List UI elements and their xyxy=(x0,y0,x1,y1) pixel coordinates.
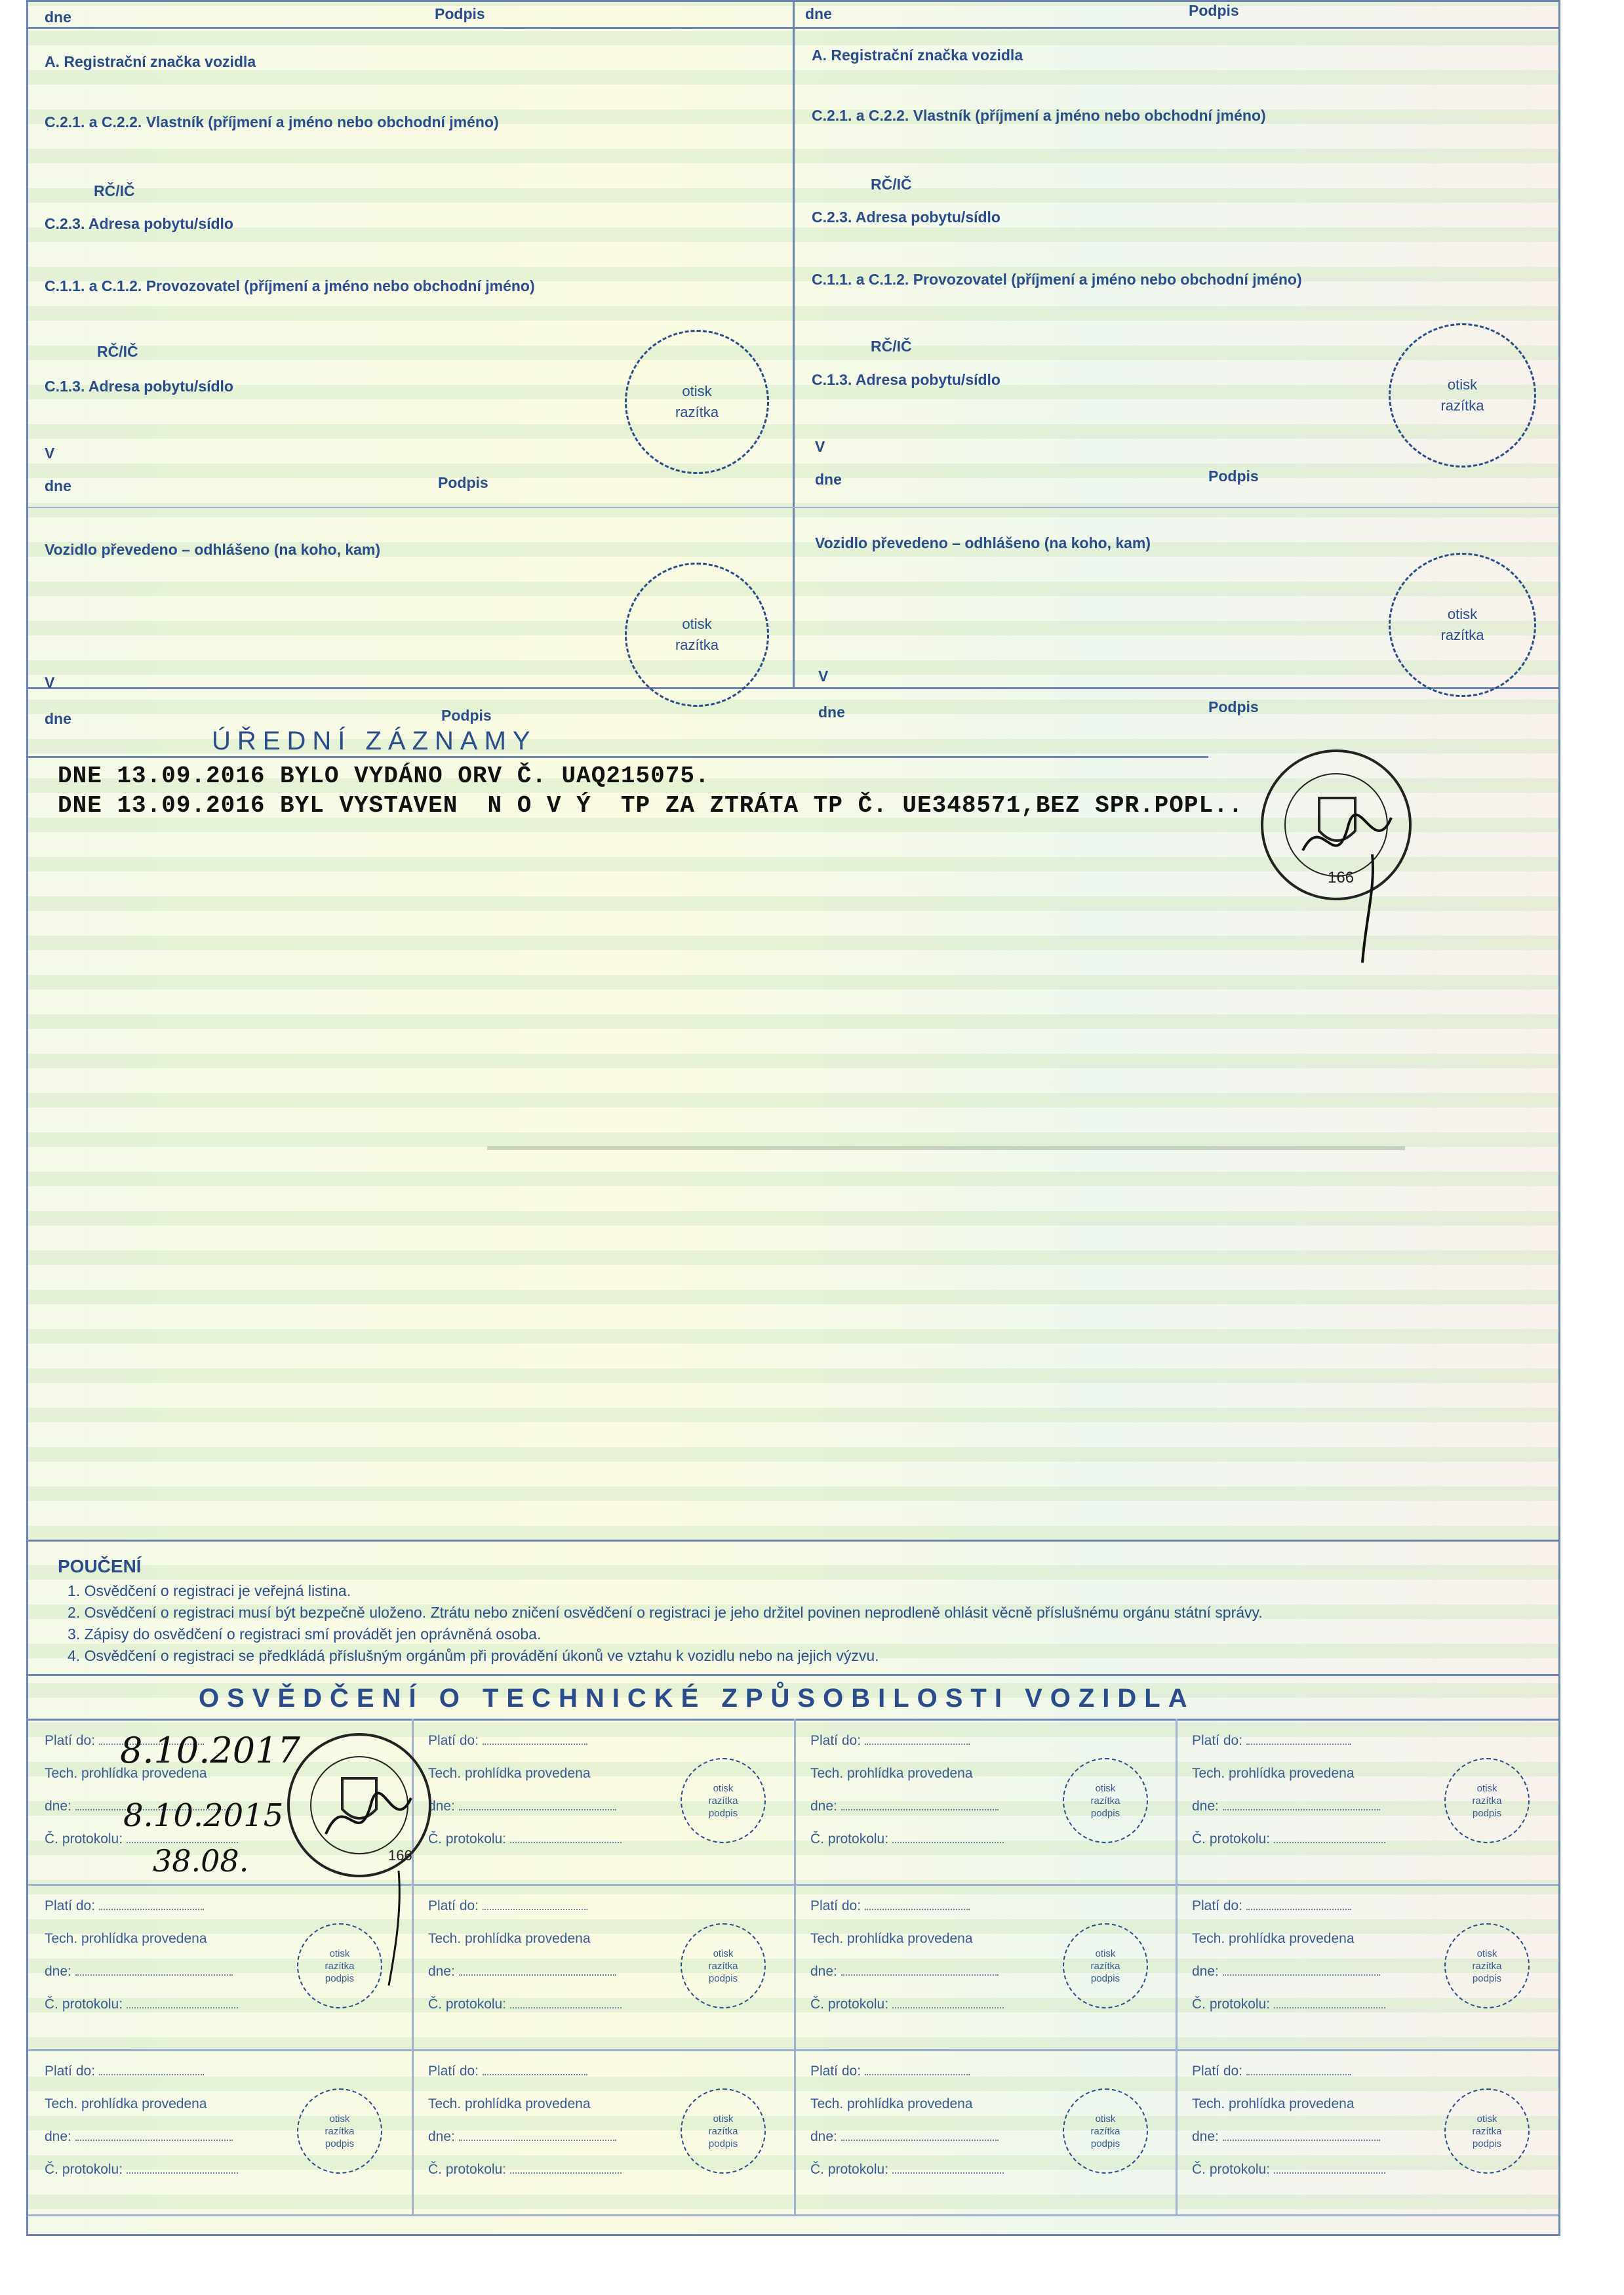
label-protocol-number-text: Č. protokolu: xyxy=(1192,1997,1271,2012)
stamp-text-otisk: otisk xyxy=(682,383,712,399)
label-operator: C.1.1. a C.1.2. Provozovatel (příjmení a jméno nebo obchodní jméno) xyxy=(45,277,535,294)
stk-stamp-text: razítka xyxy=(708,1795,738,1806)
seal-number: 166 xyxy=(1328,869,1355,887)
stk-stamp-text: otisk xyxy=(329,2113,350,2125)
label-valid-until-text: Platí do: xyxy=(428,1733,479,1748)
stk-stamp-text: otisk xyxy=(1095,2113,1116,2125)
blocks-bottom-divider xyxy=(28,687,1558,689)
stamp-placeholder-transfer xyxy=(1389,553,1536,697)
label-inspection-date xyxy=(810,1799,999,1814)
label-inspection-done xyxy=(428,1931,591,1947)
fill-line xyxy=(1223,2140,1380,2141)
label-valid-until-text: Platí do: xyxy=(810,1898,862,1913)
top-right-dne: dne xyxy=(805,5,832,22)
label-protocol-number-text: Č. protokolu: xyxy=(45,1831,123,1846)
label-protocol-number xyxy=(45,2162,238,2178)
stk-stamp-text: otisk xyxy=(1476,2113,1497,2125)
stk-cell xyxy=(28,1884,410,2048)
stk-stamp-text: razítka xyxy=(325,1960,355,1972)
label-podpis: Podpis xyxy=(438,474,488,491)
label-dne: dne xyxy=(815,471,842,488)
stk-stamp-text: otisk xyxy=(1095,1782,1116,1794)
label-valid-until xyxy=(428,2064,587,2079)
official-record-2: DNE 13.09.2016 BYL VYSTAVEN N O V Ý TP ZA ZTRÁTA TP Č. UE348571,BEZ SPR.POPL.. xyxy=(58,792,1244,819)
fill-line xyxy=(841,1974,999,1976)
label-inspection-done xyxy=(45,1931,207,1947)
label-inspection-date xyxy=(810,2129,999,2145)
label-transfer: Vozidlo převedeno – odhlášeno (na koho, kam) xyxy=(45,541,381,558)
label-inspection-done xyxy=(1192,1766,1355,1782)
fill-line xyxy=(127,2172,238,2174)
stk-cell xyxy=(412,2049,794,2213)
fill-line xyxy=(892,2007,1004,2008)
stk-stamp-placeholder xyxy=(1444,1758,1530,1843)
stk-stamp-placeholder xyxy=(1063,1758,1148,1843)
label-valid-until xyxy=(428,1733,587,1749)
label-protocol-number-text: Č. protokolu: xyxy=(1192,2162,1271,2177)
label-inspection-date xyxy=(428,1799,616,1814)
fill-line xyxy=(1223,1809,1380,1810)
label-dne: dne xyxy=(45,477,71,494)
label-inspection-date xyxy=(1192,1964,1380,1980)
fill-line xyxy=(99,2074,204,2075)
stk-stamp-text: razítka xyxy=(1472,1795,1502,1806)
label-inspection-date-text: dne: xyxy=(1192,1799,1219,1814)
stk-stamp-placeholder xyxy=(681,2088,766,2174)
top-left-podpis: Podpis xyxy=(435,5,485,22)
label-inspection-date xyxy=(45,2129,233,2145)
stk-stamp-placeholder xyxy=(1063,1923,1148,2008)
stk-stamp-placeholder xyxy=(1444,1923,1530,2008)
stk-stamp-text: podpis xyxy=(708,1807,738,1819)
label-owner: C.2.1. a C.2.2. Vlastník (příjmení a jméno nebo obchodní jméno) xyxy=(45,113,499,130)
label-owner: C.2.1. a C.2.2. Vlastník (příjmení a jméno nebo obchodní jméno) xyxy=(812,107,1266,124)
fill-line xyxy=(483,2074,587,2075)
fill-line xyxy=(1274,2172,1385,2174)
stk-cell xyxy=(1176,2049,1558,2213)
stk-stamp-text: podpis xyxy=(1090,2138,1120,2149)
stk-stamp-text: podpis xyxy=(1472,1807,1502,1819)
label-inspection-date-text: dne: xyxy=(45,1799,71,1814)
stk-cell xyxy=(1176,1719,1558,1883)
handwritten-inspection-date: 8.10.2015 xyxy=(123,1797,284,1834)
stk-grid-bottom xyxy=(28,2214,1558,2216)
label-podpis-transfer: Podpis xyxy=(1208,698,1259,715)
label-protocol-number-text: Č. protokolu: xyxy=(45,2162,123,2177)
label-dne-transfer: dne xyxy=(45,710,71,727)
label-owner-address: C.2.3. Adresa pobytu/sídlo xyxy=(45,215,233,232)
stk-stamp-placeholder xyxy=(1444,2088,1530,2174)
stamp-text-otisk: otisk xyxy=(1447,376,1478,393)
stk-stamp-placeholder xyxy=(1063,2088,1148,2174)
fill-line xyxy=(841,1809,999,1810)
label-inspection-date xyxy=(428,2129,616,2145)
label-valid-until-text: Platí do: xyxy=(45,2064,96,2079)
pouceni-bottom-divider xyxy=(28,1674,1558,1676)
label-dne-transfer: dne xyxy=(818,704,845,721)
fill-line xyxy=(865,1909,970,1910)
column-divider xyxy=(793,2,795,687)
stamp-placeholder xyxy=(625,330,769,474)
label-inspection-date-text: dne: xyxy=(428,2129,455,2144)
label-inspection-date xyxy=(810,1964,999,1980)
label-rcic-owner: RČ/IČ xyxy=(94,182,135,199)
stk-stamp-text: razítka xyxy=(1472,1960,1502,1972)
fill-line xyxy=(1246,1744,1351,1745)
fill-line xyxy=(459,2140,616,2141)
top-left-dne: dne xyxy=(45,9,71,26)
label-inspection-date-text: dne: xyxy=(810,1799,837,1814)
label-inspection-date xyxy=(1192,2129,1380,2145)
label-inspection-date-text: dne: xyxy=(810,2129,837,2144)
label-protocol-number xyxy=(45,1997,238,2012)
label-inspection-date xyxy=(45,1964,233,1980)
label-valid-until-text: Platí do: xyxy=(428,1898,479,1913)
pouceni-item-3: 3. Zápisy do osvědčení o registraci smí provádět jen oprávněná osoba. xyxy=(68,1626,542,1643)
stk-cell xyxy=(28,2049,410,2213)
stamp-placeholder xyxy=(1389,323,1536,468)
fold-crease xyxy=(487,1146,1405,1150)
label-protocol-number xyxy=(428,2162,622,2178)
fill-line xyxy=(1274,1842,1385,1843)
label-protocol-number xyxy=(810,2162,1004,2178)
stk-stamp-placeholder xyxy=(681,1923,766,2008)
stk-stamp-text: podpis xyxy=(325,2138,355,2149)
label-valid-until-text: Platí do: xyxy=(428,2064,479,2079)
official-records-underline xyxy=(28,756,1208,758)
label-podpis-transfer: Podpis xyxy=(441,707,492,724)
label-inspection-done xyxy=(1192,1931,1355,1947)
label-protocol-number-text: Č. protokolu: xyxy=(428,2162,507,2177)
label-inspection-done-text: Tech. prohlídka provedena xyxy=(810,1766,973,1781)
stk-stamp-placeholder xyxy=(297,2088,382,2174)
label-inspection-date-text: dne: xyxy=(45,1964,71,1979)
label-protocol-number xyxy=(1192,1831,1385,1847)
handwritten-protocol-number: 38.08. xyxy=(153,1843,249,1879)
stk-stamp-text: podpis xyxy=(708,1972,738,1984)
stk-cell xyxy=(412,1884,794,2048)
fill-line xyxy=(483,1909,587,1910)
fill-line xyxy=(892,2172,1004,2174)
fill-line xyxy=(865,1744,970,1745)
label-protocol-number-text: Č. protokolu: xyxy=(428,1997,507,2012)
registration-certificate-page xyxy=(26,0,1560,2236)
label-inspection-done xyxy=(810,1931,973,1947)
fill-line xyxy=(75,1974,233,1976)
label-protocol-number-text: Č. protokolu: xyxy=(810,2162,889,2177)
pouceni-title: POUČENÍ xyxy=(58,1556,142,1576)
label-valid-until xyxy=(428,1898,587,1914)
stk-stamp-text: podpis xyxy=(1472,1972,1502,1984)
label-valid-until-text: Platí do: xyxy=(45,1898,96,1913)
top-right-podpis: Podpis xyxy=(1189,2,1239,19)
stk-stamp-placeholder xyxy=(681,1758,766,1843)
label-protocol-number-text: Č. protokolu: xyxy=(810,1997,889,2012)
label-valid-until-text: Platí do: xyxy=(1192,2064,1243,2079)
stamp-text-otisk: otisk xyxy=(1447,606,1478,622)
label-protocol-number-text: Č. protokolu: xyxy=(428,1831,507,1846)
stk-stamp-text: otisk xyxy=(329,1947,350,1959)
label-protocol-number-text: Č. protokolu: xyxy=(45,1997,123,2012)
fill-line xyxy=(892,1842,1004,1843)
label-inspection-done-text: Tech. prohlídka provedena xyxy=(1192,1766,1355,1781)
label-inspection-date-text: dne: xyxy=(1192,1964,1219,1979)
label-valid-until xyxy=(1192,1898,1351,1914)
label-valid-until xyxy=(1192,2064,1351,2079)
fill-line xyxy=(865,2074,970,2075)
label-inspection-done-text: Tech. prohlídka provedena xyxy=(810,2096,973,2111)
fill-line xyxy=(841,2140,999,2141)
label-operator: C.1.1. a C.1.2. Provozovatel (příjmení a jméno nebo obchodní jméno) xyxy=(812,271,1302,288)
label-inspection-done-text: Tech. prohlídka provedena xyxy=(428,1766,591,1781)
label-protocol-number-text: Č. protokolu: xyxy=(1192,1831,1271,1846)
stk-stamp-text: podpis xyxy=(1090,1807,1120,1819)
fill-line xyxy=(1246,2074,1351,2075)
label-inspection-done-text: Tech. prohlídka provedena xyxy=(45,2096,207,2111)
label-v: V xyxy=(45,445,55,462)
pouceni-item-1: 1. Osvědčení o registraci je veřejná listina. xyxy=(68,1582,351,1599)
stk-stamp-text: razítka xyxy=(1090,2125,1120,2137)
label-registration-plate: A. Registrační značka vozidla xyxy=(45,53,256,70)
label-podpis: Podpis xyxy=(1208,468,1259,485)
technical-inspection-title: OSVĚDČENÍ O TECHNICKÉ ZPŮSOBILOSTI VOZIDLA xyxy=(199,1684,1195,1713)
label-inspection-done xyxy=(1192,2096,1355,2112)
label-inspection-done xyxy=(428,1766,591,1782)
prevod-divider xyxy=(28,507,1558,508)
signature-stroke-icon xyxy=(1346,854,1398,966)
official-records-title: ÚŘEDNÍ ZÁZNAMY xyxy=(212,727,537,755)
label-inspection-done-text: Tech. prohlídka provedena xyxy=(428,2096,591,2111)
stk-stamp-text: razítka xyxy=(708,1960,738,1972)
stk-stamp-text: razítka xyxy=(325,2125,355,2137)
label-valid-until-text: Platí do: xyxy=(810,1733,862,1748)
fill-line xyxy=(459,1809,616,1810)
label-valid-until-text: Platí do: xyxy=(45,1733,96,1748)
stk-cell xyxy=(412,1719,794,1883)
stk-stamp-text: otisk xyxy=(713,2113,734,2125)
label-owner-address: C.2.3. Adresa pobytu/sídlo xyxy=(812,209,1000,226)
label-valid-until-text: Platí do: xyxy=(1192,1733,1243,1748)
stamp-placeholder-transfer xyxy=(625,563,769,707)
stk-stamp-text: podpis xyxy=(1472,2138,1502,2149)
stamp-text-razitka: razítka xyxy=(1440,627,1484,643)
stk-stamp-text: podpis xyxy=(1090,1972,1120,1984)
label-valid-until-text: Platí do: xyxy=(1192,1898,1243,1913)
stk-stamp-text: razítka xyxy=(708,2125,738,2137)
label-inspection-done-text: Tech. prohlídka provedena xyxy=(1192,1931,1355,1946)
stk-cell xyxy=(1176,1884,1558,2048)
label-v-transfer: V xyxy=(45,674,55,691)
stamp-text-otisk: otisk xyxy=(682,616,712,632)
pouceni-top-divider xyxy=(28,1540,1558,1542)
stamp-text-razitka: razítka xyxy=(675,637,719,653)
label-transfer: Vozidlo převedeno – odhlášeno (na koho, kam) xyxy=(815,534,1151,551)
fill-line xyxy=(1274,2007,1385,2008)
stk-stamp-text: razítka xyxy=(1090,1795,1120,1806)
stk-stamp-text: razítka xyxy=(1090,1960,1120,1972)
label-rcic-operator: RČ/IČ xyxy=(871,338,912,355)
label-inspection-done-text: Tech. prohlídka provedena xyxy=(45,1931,207,1946)
stamp-text-razitka: razítka xyxy=(675,404,719,420)
label-inspection-date-text: dne: xyxy=(810,1964,837,1979)
label-inspection-done xyxy=(810,1766,973,1782)
stk-stamp-text: otisk xyxy=(713,1947,734,1959)
fill-line xyxy=(483,1744,587,1745)
label-v-transfer: V xyxy=(818,668,829,685)
fill-line xyxy=(99,1909,204,1910)
label-protocol-number xyxy=(810,1831,1004,1847)
fill-line xyxy=(510,2007,622,2008)
fill-line xyxy=(1223,1974,1380,1976)
label-inspection-date-text: dne: xyxy=(428,1964,455,1979)
label-inspection-date xyxy=(1192,1799,1380,1814)
stk-stamp-text: otisk xyxy=(1476,1947,1497,1959)
label-inspection-done-text: Tech. prohlídka provedena xyxy=(45,1766,207,1781)
stk-stamp-text: razítka xyxy=(1472,2125,1502,2137)
label-inspection-date-text: dne: xyxy=(45,2129,71,2144)
label-valid-until xyxy=(810,2064,970,2079)
label-inspection-done-text: Tech. prohlídka provedena xyxy=(810,1931,973,1946)
label-inspection-done-text: Tech. prohlídka provedena xyxy=(428,1931,591,1946)
pouceni-item-2: 2. Osvědčení o registraci musí být bezpečně uloženo. Ztrátu nebo zničení osvědčení o registraci je jeho držitel povinen neprodleně ohlásit věcně příslušnému orgánu státní správy. xyxy=(68,1604,1263,1621)
fill-line xyxy=(75,2140,233,2141)
label-valid-until xyxy=(810,1733,970,1749)
label-protocol-number-text: Č. protokolu: xyxy=(810,1831,889,1846)
stk-cell xyxy=(794,2049,1176,2213)
stk-stamp-text: podpis xyxy=(708,2138,738,2149)
label-protocol-number xyxy=(428,1831,622,1847)
label-valid-until xyxy=(45,2064,204,2079)
label-protocol-number xyxy=(1192,2162,1385,2178)
label-inspection-done-text: Tech. prohlídka provedena xyxy=(1192,2096,1355,2111)
label-rcic-owner: RČ/IČ xyxy=(871,176,912,193)
stk-stamp-text: otisk xyxy=(1095,1947,1116,1959)
label-v: V xyxy=(815,438,825,455)
fill-line xyxy=(510,1842,622,1843)
label-valid-until xyxy=(45,1898,204,1914)
pouceni-item-4: 4. Osvědčení o registraci se předkládá příslušným orgánům při provádění úkonů ve vztahu k vozidlu nebo na jejich výzvu. xyxy=(68,1647,879,1664)
stk-stamp-text: otisk xyxy=(713,1782,734,1794)
label-valid-until xyxy=(1192,1733,1351,1749)
fill-line xyxy=(510,2172,622,2174)
handwritten-valid-until: 8.10.2017 xyxy=(120,1730,300,1771)
label-inspection-date-text: dne: xyxy=(1192,2129,1219,2144)
label-valid-until-text: Platí do: xyxy=(810,2064,862,2079)
stk-signature-stroke-icon xyxy=(369,1871,422,1989)
stk-stamp-text: otisk xyxy=(1476,1782,1497,1794)
label-registration-plate: A. Registrační značka vozidla xyxy=(812,47,1023,64)
label-protocol-number xyxy=(1192,1997,1385,2012)
label-protocol-number xyxy=(810,1997,1004,2012)
fill-line xyxy=(127,2007,238,2008)
label-inspection-done xyxy=(810,2096,973,2112)
stk-stamp-text: podpis xyxy=(325,1972,355,1984)
label-inspection-date-text: dne: xyxy=(428,1799,455,1814)
label-inspection-done xyxy=(428,2096,591,2112)
fill-line xyxy=(459,1974,616,1976)
stk-cell xyxy=(794,1719,1176,1883)
official-record-1: DNE 13.09.2016 BYLO VYDÁNO ORV Č. UAQ215075. xyxy=(58,763,710,789)
label-operator-address: C.1.3. Adresa pobytu/sídlo xyxy=(812,371,1000,388)
label-inspection-done xyxy=(45,2096,207,2112)
label-rcic-operator: RČ/IČ xyxy=(97,343,138,360)
fill-line xyxy=(1246,1909,1351,1910)
stk-seal-number: 166 xyxy=(388,1847,412,1864)
label-operator-address: C.1.3. Adresa pobytu/sídlo xyxy=(45,378,233,395)
stk-cell xyxy=(794,1884,1176,2048)
label-valid-until xyxy=(810,1898,970,1914)
stamp-text-razitka: razítka xyxy=(1440,397,1484,414)
label-protocol-number xyxy=(428,1997,622,2012)
stk-official-seal xyxy=(287,1733,431,1877)
label-inspection-date xyxy=(428,1964,616,1980)
